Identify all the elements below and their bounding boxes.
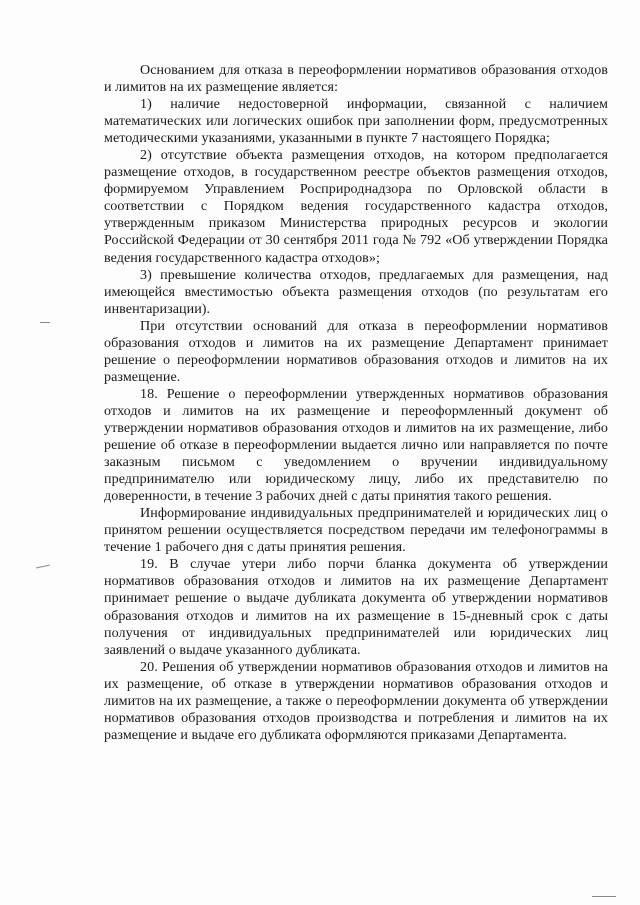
paragraph-refusal-grounds: Основанием для отказа в переоформлении нормативов образования отходов и лимитов на их размещение является:	[104, 62, 608, 96]
paragraph-18: 18. Решение о переоформлении утвержденных нормативов образования отходов и лимитов на их размещение и переоформленный документ об утверждении нормативов образования отходов и лимитов на их размещение, либо решение об отказе в переоформлении выдается лично или направляется по почте заказным письмом с уведомлением о вручении индивидуальному предпринимателю или юридическому лицу, либо их представителю по доверенности, в течение 3 рабочих дней с даты принятия такого решения.	[104, 385, 608, 505]
paragraph-informing: Информирование индивидуальных предпринимателей и юридических лиц о принятом решении осуществляется посредством передачи им телефонограммы в течение 1 рабочего дня с даты принятия решения.	[104, 505, 608, 556]
paragraph-19: 19. В случае утери либо порчи бланка документа об утверждении нормативов образования отходов и лимитов на их размещение Департамент принимает решение о выдаче дубликата документа об утверждении нормативов образования отходов и лимитов на их размещение в 15-дневный срок с даты получения от индивидуальных предпринимателей или юридических лиц заявлений о выдаче указанного дубликата.	[104, 556, 608, 658]
scan-mark-bottom	[592, 896, 616, 897]
scan-mark-left	[40, 322, 50, 323]
paragraph-no-grounds: При отсутствии оснований для отказа в переоформлении нормативов образования отходов и лимитов на их размещение Департамент принимает решение о переоформлении нормативов образования отходов и лимитов на их размещение.	[104, 317, 608, 385]
scan-mark-left-lower	[36, 565, 50, 569]
paragraph-item-3: 3) превышение количества отходов, предлагаемых для размещения, над имеющейся вместимостью объекта размещения отходов (по результатам его инвентаризации).	[104, 266, 608, 317]
paragraph-item-1: 1) наличие недостоверной информации, связанной с наличием математических или логических ошибок при заполнении форм, предусмотренных методическими указаниями, указанными в пункте 7 настоящего Порядка;	[104, 96, 608, 147]
paragraph-item-2: 2) отсутствие объекта размещения отходов, на котором предполагается размещение отходов, в государственном реестре объектов размещения отходов, формируемом Управлением Росприроднадзора по Орловской области в соответствии с Порядком ведения государственного кадастра отходов, утвержденным приказом Министерства природных ресурсов и экологии Российской Федерации от 30 сентября 2011 года № 792 «Об утверждении Порядка ведения государственного кадастра отходов»;	[104, 147, 608, 266]
paragraph-20: 20. Решения об утверждении нормативов образования отходов и лимитов на их размещение, об отказе в утверждении нормативов образования отходов и лимитов на их размещение, а также о переоформлении документа об утверждении нормативов образования отходов производства и потребления и лимитов на их размещение и выдаче его дубликата оформляются приказами Департамента.	[104, 658, 608, 743]
document-body	[104, 62, 608, 744]
